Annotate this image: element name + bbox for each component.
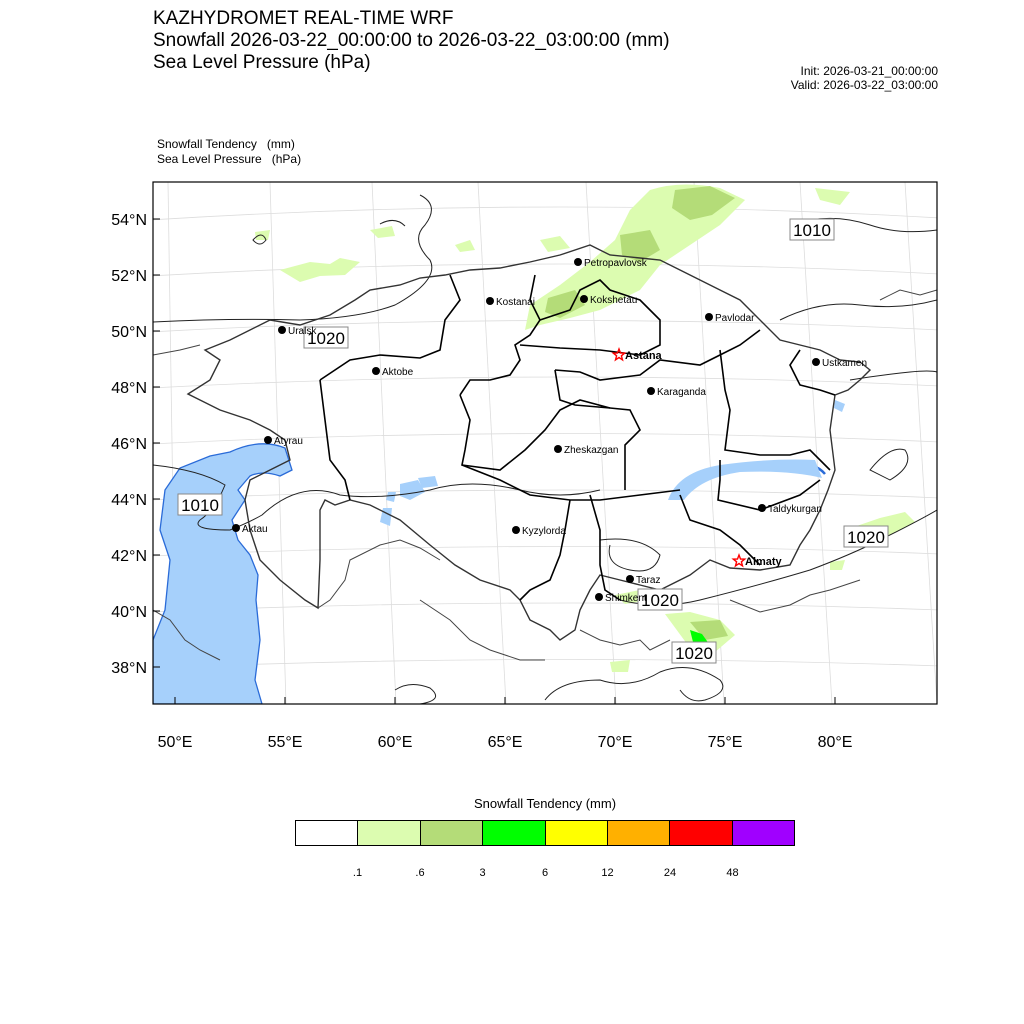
city-label: Almaty	[745, 556, 782, 568]
lat-label: 54°N	[111, 212, 147, 229]
colorbar-box	[483, 821, 545, 845]
capital-star-icon	[613, 349, 624, 360]
city-label: Ustkamen	[822, 358, 868, 369]
city-label: Pavlodar	[715, 313, 755, 324]
lat-label: 50°N	[111, 324, 147, 341]
city-zheskazgan	[554, 445, 618, 456]
svg-text:1020: 1020	[847, 528, 885, 547]
colorbar	[295, 820, 795, 846]
city-label: Taldykurgan	[768, 504, 822, 515]
city-dot-icon	[486, 297, 494, 305]
lon-label: 60°E	[377, 734, 413, 751]
lon-label: 50°E	[157, 734, 193, 751]
colorbar-box	[670, 821, 732, 845]
lat-label: 44°N	[111, 492, 147, 509]
city-dot-icon	[758, 504, 766, 512]
city-uralsk	[278, 326, 317, 337]
colorbar-tick-label: .1	[352, 867, 363, 879]
city-dot-icon	[705, 313, 713, 321]
lon-label: 55°E	[267, 734, 303, 751]
city-label: Atyrau	[274, 436, 303, 447]
city-label: Aktau	[242, 524, 268, 535]
city-dot-icon	[647, 387, 655, 395]
city-label: Kyzylorda	[522, 526, 566, 537]
lat-label: 38°N	[111, 660, 147, 677]
lon-label: 65°E	[487, 734, 523, 751]
colorbar-tick-label: 6	[541, 867, 549, 879]
svg-text:1010: 1010	[181, 496, 219, 515]
colorbar-tick-label: 12	[601, 867, 614, 879]
city-kostanai	[486, 297, 535, 308]
city-dot-icon	[554, 445, 562, 453]
colorbar-box	[296, 821, 358, 845]
city-label: Taraz	[636, 575, 661, 586]
city-label: Kostanai	[496, 297, 535, 308]
city-almaty	[733, 555, 782, 568]
isobar-label	[790, 219, 834, 240]
city-label: Astana	[625, 350, 662, 362]
caspian-sea	[153, 444, 292, 704]
city-label: Shimkent	[605, 593, 647, 604]
colorbar-box	[421, 821, 483, 845]
field-label-pressure: Sea Level Pressure (hPa)	[157, 152, 302, 166]
lon-label: 70°E	[597, 734, 633, 751]
city-taraz	[626, 575, 660, 586]
colorbar-tick-label: 24	[663, 867, 677, 879]
city-astana	[613, 349, 662, 362]
isobar-label	[178, 494, 222, 515]
colorbar-tick-label: 3	[479, 867, 486, 879]
city-shimkent	[595, 593, 647, 604]
valid-time: Valid: 2026-03-22_03:00:00	[790, 78, 938, 92]
lat-label: 46°N	[111, 436, 147, 453]
map-subtitle: Snowfall 2026-03-22_00:00:00 to 2026-03-22_03:00:00 (mm)	[153, 30, 670, 51]
city-dot-icon	[278, 326, 286, 334]
city-dot-icon	[232, 524, 240, 532]
colorbar-box	[358, 821, 420, 845]
city-dot-icon	[812, 358, 820, 366]
city-kyzylorda	[512, 526, 566, 537]
lon-label: 80°E	[817, 734, 853, 751]
lat-label: 42°N	[111, 548, 147, 565]
city-petropavlovsk	[574, 258, 648, 269]
city-dot-icon	[595, 593, 603, 601]
colorbar-box	[546, 821, 608, 845]
svg-text:1010: 1010	[793, 221, 831, 240]
lon-label: 75°E	[707, 734, 743, 751]
province-borders	[320, 275, 835, 600]
svg-text:1020: 1020	[307, 329, 345, 348]
capital-star-icon	[733, 555, 744, 566]
colorbar-tick-label: 48	[726, 867, 739, 879]
init-time: Init: 2026-03-21_00:00:00	[800, 64, 938, 78]
lake-balkhash-fill	[668, 460, 822, 500]
city-dot-icon	[264, 436, 272, 444]
city-label: Uralsk	[288, 326, 317, 337]
city-ustkamen	[812, 358, 867, 369]
city-dot-icon	[372, 367, 380, 375]
city-dot-icon	[512, 526, 520, 534]
isobar-label	[672, 642, 716, 663]
colorbar-tick-label: .6	[415, 867, 425, 879]
city-label: Kokshetau	[590, 295, 638, 306]
longitude-ticks	[158, 697, 853, 751]
city-label: Zheskazgan	[564, 445, 619, 456]
colorbar-title: Snowfall Tendency (mm)	[473, 796, 617, 811]
field-label-snowfall: Snowfall Tendency (mm)	[157, 137, 295, 151]
city-karaganda	[647, 387, 706, 398]
city-aktau	[232, 524, 268, 535]
isobar-label	[844, 526, 888, 547]
city-aktobe	[372, 367, 414, 378]
lat-label: 40°N	[111, 604, 147, 621]
map-subtitle-pressure: Sea Level Pressure (hPa)	[153, 52, 371, 73]
city-dot-icon	[626, 575, 634, 583]
snowfall-moderate	[545, 186, 735, 640]
svg-text:1020: 1020	[641, 591, 679, 610]
svg-text:1020: 1020	[675, 644, 713, 663]
city-dot-icon	[574, 258, 582, 266]
colorbar-box	[608, 821, 670, 845]
city-label: Karaganda	[657, 387, 706, 398]
lat-label: 52°N	[111, 268, 147, 285]
lat-label: 48°N	[111, 380, 147, 397]
city-dot-icon	[580, 295, 588, 303]
city-taldykurgan	[758, 504, 822, 515]
city-label: Aktobe	[382, 367, 414, 378]
map-title: KAZHYDROMET REAL-TIME WRF	[153, 8, 454, 29]
colorbar-box	[733, 821, 794, 845]
city-label: Petropavlovsk	[584, 258, 647, 269]
